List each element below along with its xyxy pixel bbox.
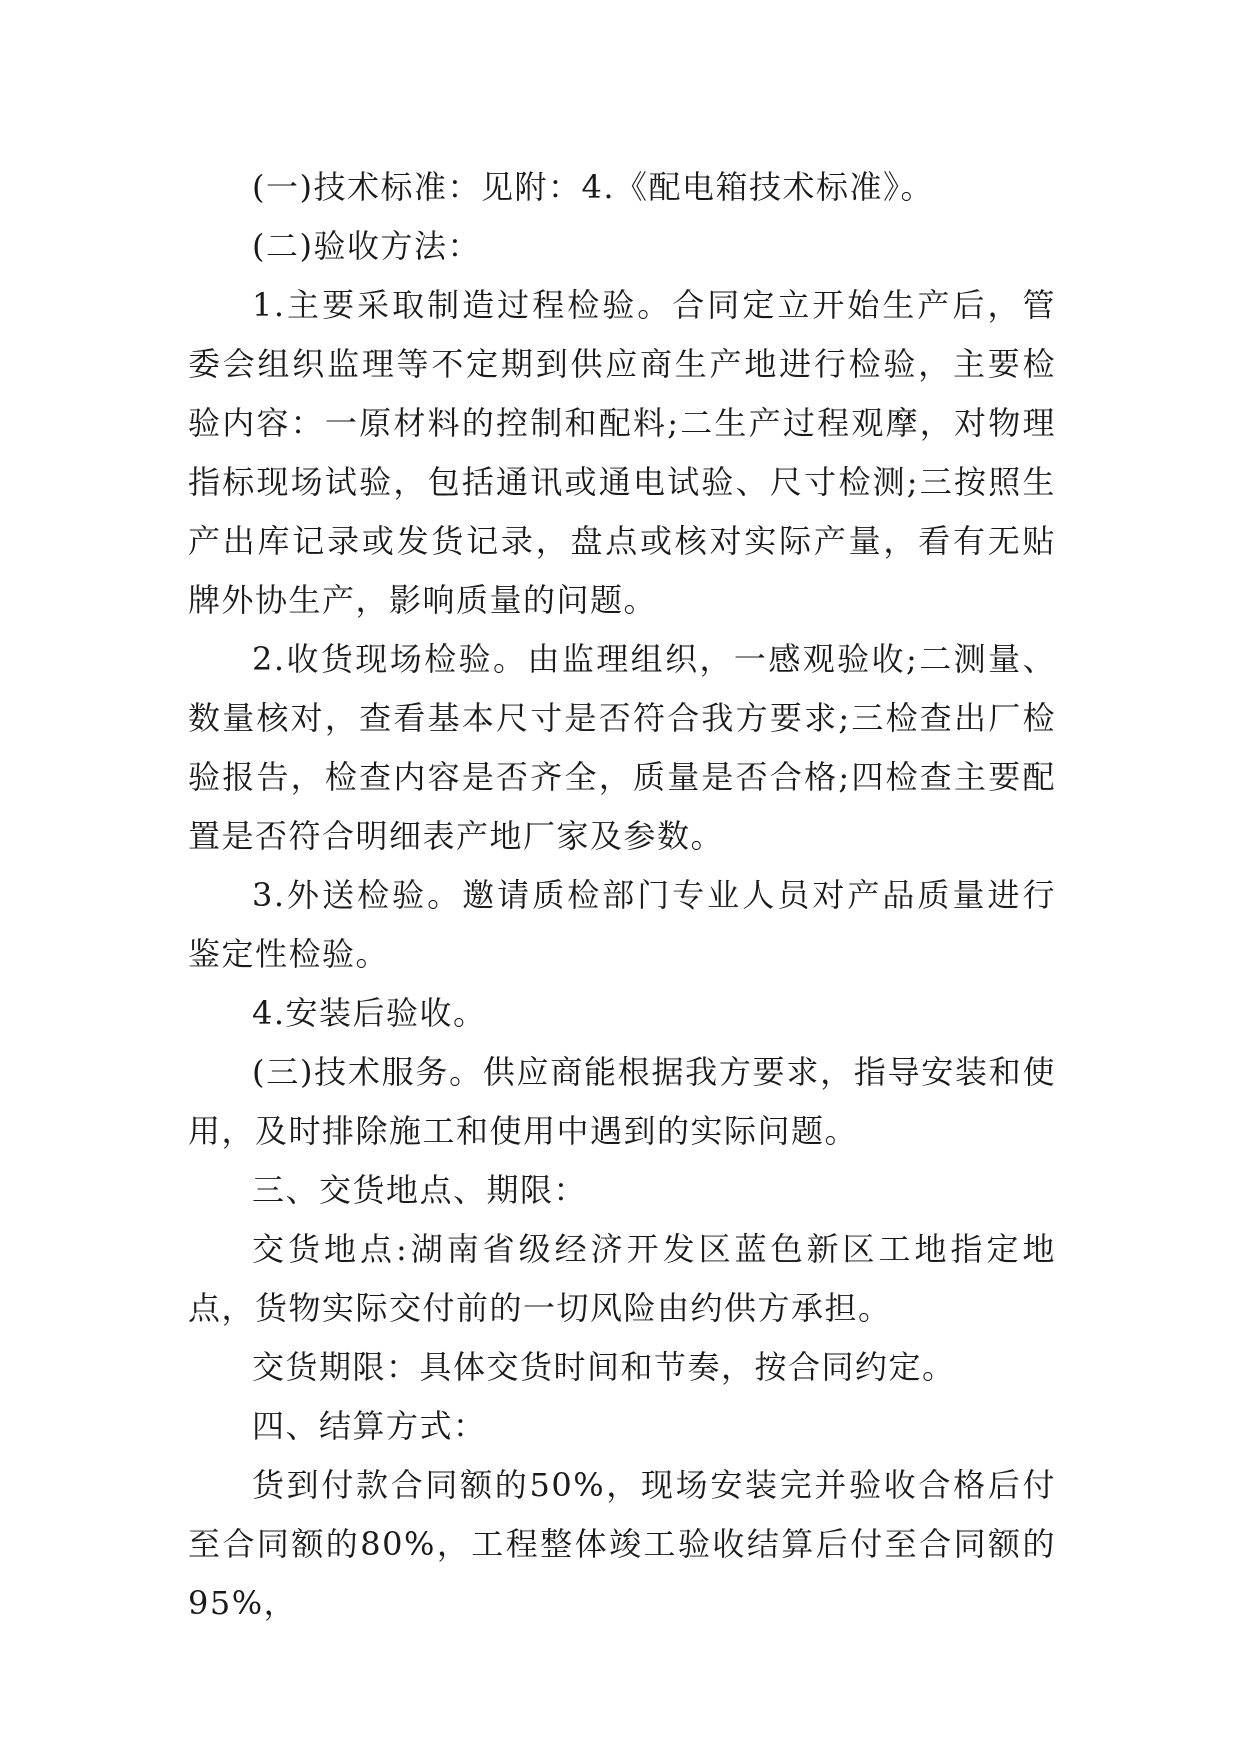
paragraph-settlement-heading: 四、结算方式： [252,1407,487,1445]
paragraph-acceptance-method-heading: (二)验收方法： [252,227,481,265]
paragraph-post-install-acceptance: 4.安装后验收。 [252,994,487,1032]
paragraph-external-inspection: 3.外送检验。邀请质检部门专业人员对产品质量进行鉴定性检验。 [188,876,1056,973]
paragraph-delivery-location: 交货地点:湖南省级经济开发区蓝色新区工地指定地点，货物实际交付前的一切风险由约供方承担。 [188,1230,1056,1327]
paragraph-settlement-terms: 货到付款合同额的50%，现场安装完并验收合格后付至合同额的80%，工程整体竣工验收结算后付至合同额的95%， [188,1466,1056,1622]
paragraph-manufacturing-inspection: 1.主要采取制造过程检验。合同定立开始生产后，管委会组织监理等不定期到供应商生产地进行检验，主要检验内容：一原材料的控制和配料;二生产过程观摩，对物理指标现场试验，包括通讯或通电试验、尺寸检测;三按照生产出库记录或发货记录，盘点或核对实际产量，看有无贴牌外协生产，影响质量的问题。 [188,286,1056,619]
paragraph-technical-service: (三)技术服务。供应商能根据我方要求，指导安装和使用，及时排除施工和使用中遇到的实际问题。 [188,1053,1056,1150]
paragraph-delivery-period: 交货期限：具体交货时间和节奏，按合同约定。 [252,1348,956,1386]
paragraph-receiving-inspection: 2.收货现场检验。由监理组织，一感观验收;二测量、数量核对，查看基本尺寸是否符合我方要求;三检查出厂检验报告，检查内容是否齐全，质量是否合格;四检查主要配置是否符合明细表产地厂家及参数。 [188,640,1056,855]
paragraph-delivery-heading: 三、交货地点、期限： [252,1171,588,1209]
paragraph-technical-standard: (一)技术标准：见附：4.《配电箱技术标准》。 [252,168,935,206]
document-body [188,158,1056,1633]
